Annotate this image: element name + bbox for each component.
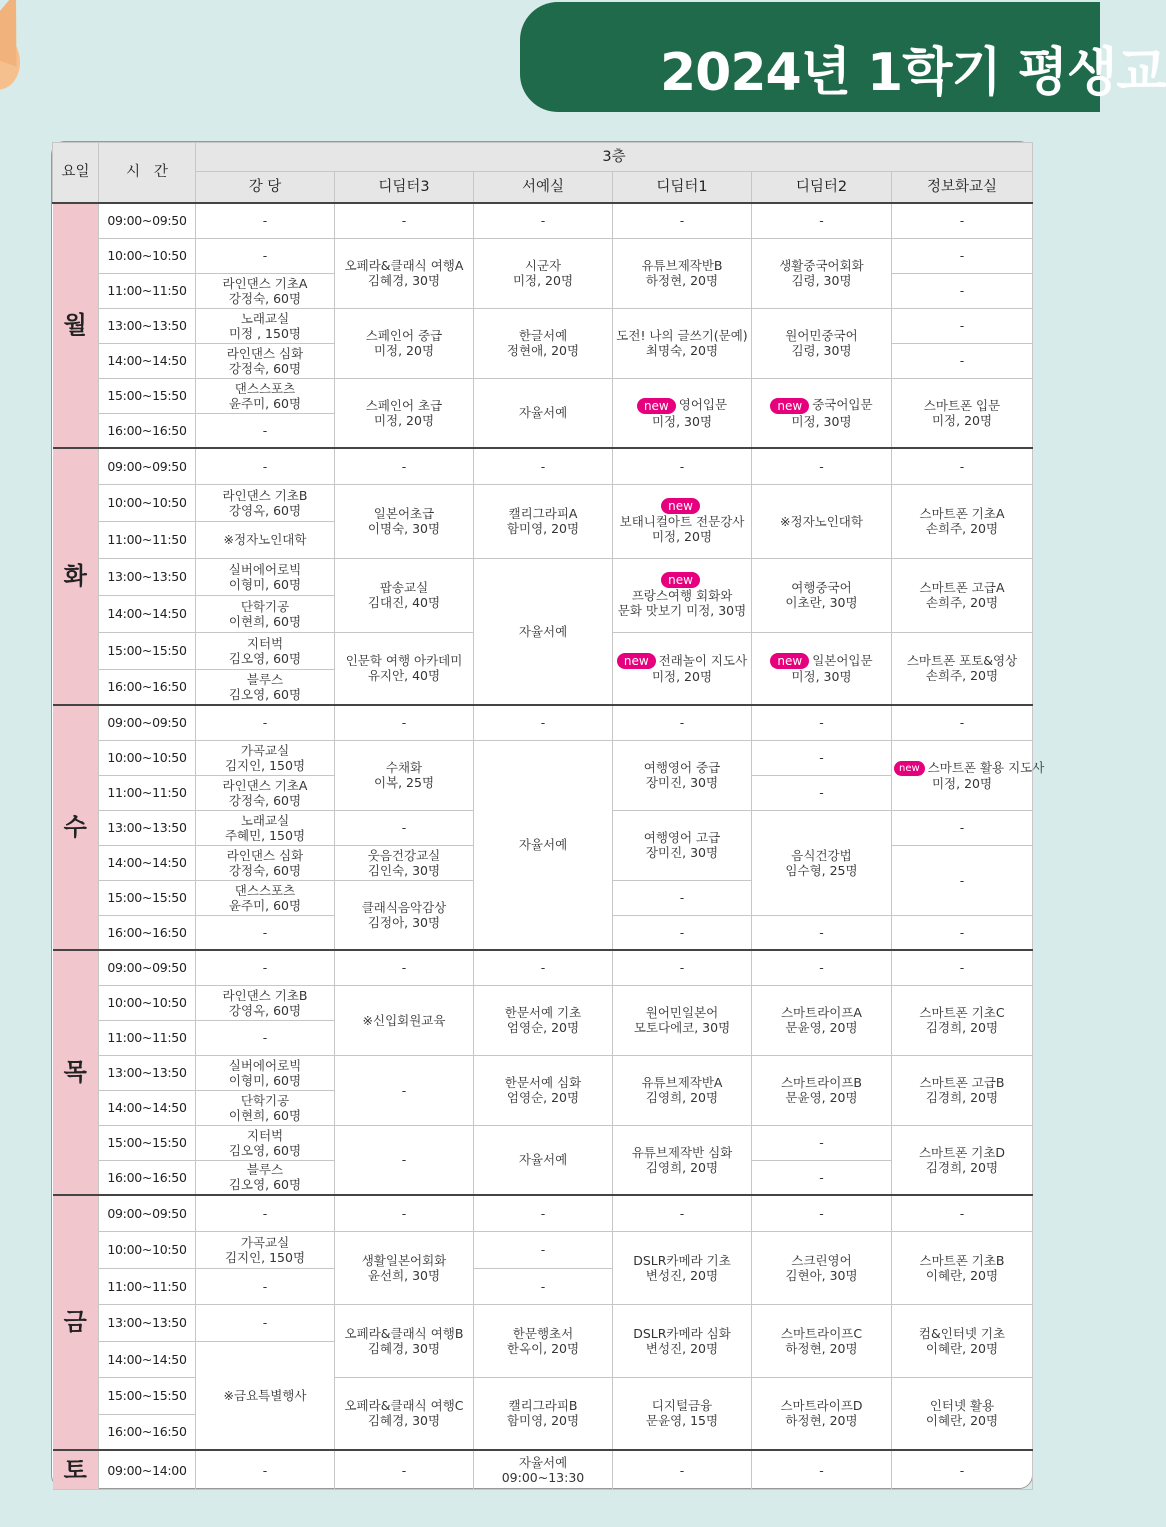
class-cell: 스마트라이프A 문윤영, 20명 (752, 985, 892, 1055)
empty-cell: - (474, 448, 613, 484)
class-cell: 스마트라이프C 하정현, 20명 (752, 1304, 892, 1377)
empty-cell: - (474, 705, 613, 740)
day-label: 월 (53, 203, 99, 448)
class-cell: 자율서예 (474, 1125, 613, 1195)
class-cell: 원어민중국어 김령, 30명 (752, 308, 892, 378)
empty-cell: - (335, 1195, 474, 1231)
empty-cell: - (892, 448, 1033, 484)
empty-cell: - (752, 1125, 892, 1160)
class-cell: 스마트라이프B 문윤영, 20명 (752, 1055, 892, 1125)
empty-cell: - (196, 1304, 335, 1341)
day-label: 목 (53, 950, 99, 1195)
empty-cell: - (892, 845, 1033, 915)
empty-cell: - (892, 203, 1033, 238)
class-cell: 스마트폰 고급A 손희주, 20명 (892, 558, 1033, 632)
time-slot: 11:00~11:50 (99, 521, 196, 558)
class-cell: 스마트폰 기초D 김경희, 20명 (892, 1125, 1033, 1195)
title-banner (520, 2, 1166, 112)
room-header: 강 당 (196, 172, 335, 204)
class-cell: 원어민일본어 모토다에코, 30명 (613, 985, 752, 1055)
empty-cell: - (752, 705, 892, 740)
day-label: 수 (53, 705, 99, 950)
class-cell: ※신입회원교육 (335, 985, 474, 1055)
class-cell: 오페라&클래식 여행C 김혜경, 30명 (335, 1377, 474, 1450)
class-cell: 음식건강법 임수형, 25명 (752, 810, 892, 915)
time-slot: 10:00~10:50 (99, 484, 196, 521)
empty-cell: - (474, 1195, 613, 1231)
class-cell: 생활중국어회화 김령, 30명 (752, 238, 892, 308)
class-cell: 스마트폰 포토&영상 손희주, 20명 (892, 632, 1033, 705)
room-header: 디딤터2 (752, 172, 892, 204)
class-cell: 여행영어 고급 장미진, 30명 (613, 810, 752, 880)
class-cell: 스마트폰 고급B 김경희, 20명 (892, 1055, 1033, 1125)
class-cell: 컴&인터넷 기초 이혜란, 20명 (892, 1304, 1033, 1377)
empty-cell: - (752, 950, 892, 985)
time-slot: 10:00~10:50 (99, 238, 196, 273)
time-slot: 16:00~16:50 (99, 1414, 196, 1450)
empty-cell: - (196, 1020, 335, 1055)
empty-cell: - (892, 705, 1033, 740)
empty-cell: - (474, 203, 613, 238)
time-slot: 13:00~13:50 (99, 1304, 196, 1341)
class-cell: ※정자노인대학 (196, 521, 335, 558)
class-cell: 웃음건강교실 김인숙, 30명 (335, 845, 474, 880)
time-slot: 15:00~15:50 (99, 880, 196, 915)
class-cell: 일본어초급 이명숙, 30명 (335, 484, 474, 558)
empty-cell: - (752, 1450, 892, 1490)
time-slot: 14:00~14:50 (99, 845, 196, 880)
class-cell: new 영어입문 미정, 30명 (613, 378, 752, 448)
class-cell: 단학기공 이현희, 60명 (196, 595, 335, 632)
empty-cell: - (892, 915, 1033, 950)
empty-cell: - (335, 1450, 474, 1490)
time-slot: 09:00~09:50 (99, 1195, 196, 1231)
class-cell: 오페라&클래식 여행A 김혜경, 30명 (335, 238, 474, 308)
decoration-shape (0, 0, 40, 67)
empty-cell: - (335, 448, 474, 484)
class-cell: 캘리그라피B 함미영, 20명 (474, 1377, 613, 1450)
time-slot: 15:00~15:50 (99, 1125, 196, 1160)
time-slot: 13:00~13:50 (99, 810, 196, 845)
class-cell: ※금요특별행사 (196, 1341, 335, 1450)
empty-cell: - (613, 1195, 752, 1231)
empty-cell: - (613, 915, 752, 950)
class-cell: 자율서예 (474, 378, 613, 448)
empty-cell: - (892, 1450, 1033, 1490)
class-cell: new 프랑스여행 회화와 문화 맛보기 미정, 30명 (613, 558, 752, 632)
time-slot: 16:00~16:50 (99, 915, 196, 950)
class-cell: 라인댄스 심화 강정숙, 60명 (196, 343, 335, 378)
empty-cell: - (196, 238, 335, 273)
class-cell: new 보태니컬아트 전문강사 미정, 20명 (613, 484, 752, 558)
time-slot: 14:00~14:50 (99, 1341, 196, 1377)
class-cell: 라인댄스 기초B 강영옥, 60명 (196, 985, 335, 1020)
class-cell: 캘리그라피A 함미영, 20명 (474, 484, 613, 558)
time-slot: 13:00~13:50 (99, 558, 196, 595)
class-cell: new 일본어입문 미정, 30명 (752, 632, 892, 705)
class-cell: 스마트라이프D 하정현, 20명 (752, 1377, 892, 1450)
class-cell: new 중국어입문 미정, 30명 (752, 378, 892, 448)
header-floor: 3층 (196, 143, 1033, 172)
class-cell: 실버에어로빅 이형미, 60명 (196, 1055, 335, 1090)
empty-cell: - (474, 1231, 613, 1268)
time-slot: 14:00~14:50 (99, 595, 196, 632)
empty-cell: - (752, 1160, 892, 1195)
time-slot: 13:00~13:50 (99, 1055, 196, 1090)
time-slot: 16:00~16:50 (99, 413, 196, 448)
class-cell: 인터넷 활용 이혜란, 20명 (892, 1377, 1033, 1450)
class-cell: 단학기공 이현희, 60명 (196, 1090, 335, 1125)
new-badge: new (637, 398, 676, 414)
class-cell: 클래식음악감상 김정아, 30명 (335, 880, 474, 950)
class-cell: 노래교실 미정 , 150명 (196, 308, 335, 343)
empty-cell: - (196, 448, 335, 484)
empty-cell: - (892, 308, 1033, 343)
empty-cell: - (752, 740, 892, 775)
empty-cell: - (892, 273, 1033, 308)
empty-cell: - (752, 1195, 892, 1231)
class-cell: 도전! 나의 글쓰기(문예) 최명숙, 20명 (613, 308, 752, 378)
empty-cell: - (335, 810, 474, 845)
class-cell: 가곡교실 김지인, 150명 (196, 740, 335, 775)
new-badge: new (894, 761, 925, 776)
new-badge: new (661, 498, 700, 514)
class-cell: ※정자노인대학 (752, 484, 892, 558)
empty-cell: - (892, 343, 1033, 378)
empty-cell: - (613, 950, 752, 985)
empty-cell: - (752, 203, 892, 238)
class-cell: 인문학 여행 아카데미 유지안, 40명 (335, 632, 474, 705)
empty-cell: - (196, 1450, 335, 1490)
class-cell: 지터벅 김오영, 60명 (196, 632, 335, 669)
time-slot: 11:00~11:50 (99, 273, 196, 308)
empty-cell: - (196, 915, 335, 950)
class-cell: 노래교실 주혜민, 150명 (196, 810, 335, 845)
header-time: 시 간 (99, 143, 196, 204)
new-badge: new (770, 398, 809, 414)
room-header: 디딤터1 (613, 172, 752, 204)
time-slot: 10:00~10:50 (99, 740, 196, 775)
empty-cell: - (335, 1055, 474, 1125)
time-slot: 10:00~10:50 (99, 985, 196, 1020)
class-cell: 자율서예 (474, 558, 613, 705)
room-header: 서예실 (474, 172, 613, 204)
class-cell: 가곡교실 김지인, 150명 (196, 1231, 335, 1268)
time-slot: 09:00~09:50 (99, 448, 196, 484)
schedule-sheet (51, 141, 1045, 1489)
class-cell: 유튜브제작반B 하정현, 20명 (613, 238, 752, 308)
time-slot: 14:00~14:50 (99, 1090, 196, 1125)
class-cell: 한문행초서 한옥이, 20명 (474, 1304, 613, 1377)
class-cell: 시군자 미정, 20명 (474, 238, 613, 308)
empty-cell: - (196, 203, 335, 238)
class-cell: 한문서예 기초 엄영순, 20명 (474, 985, 613, 1055)
class-cell: 라인댄스 기초B 강영옥, 60명 (196, 484, 335, 521)
class-cell: 블루스 김오영, 60명 (196, 1160, 335, 1195)
time-slot: 15:00~15:50 (99, 378, 196, 413)
class-cell: 한문서예 심화 엄영순, 20명 (474, 1055, 613, 1125)
class-cell: new 스마트폰 활용 지도사 미정, 20명 (892, 740, 1033, 810)
empty-cell: - (196, 1268, 335, 1304)
class-cell: 스페인어 초급 미정, 20명 (335, 378, 474, 448)
empty-cell: - (892, 950, 1033, 985)
class-cell: 블루스 김오영, 60명 (196, 669, 335, 705)
time-slot: 11:00~11:50 (99, 775, 196, 810)
time-slot: 09:00~09:50 (99, 203, 196, 238)
schedule-table (52, 142, 1045, 1490)
empty-cell: - (335, 705, 474, 740)
empty-cell: - (335, 1125, 474, 1195)
class-cell: 스마트폰 기초C 김경희, 20명 (892, 985, 1033, 1055)
time-slot: 11:00~11:50 (99, 1020, 196, 1055)
class-cell: 라인댄스 심화 강정숙, 60명 (196, 845, 335, 880)
day-label: 금 (53, 1195, 99, 1450)
time-slot: 09:00~14:00 (99, 1450, 196, 1490)
empty-cell: - (335, 203, 474, 238)
class-cell: 오페라&클래식 여행B 김혜경, 30명 (335, 1304, 474, 1377)
class-cell: 댄스스포츠 윤주미, 60명 (196, 880, 335, 915)
class-cell: 스마트폰 기초B 이혜란, 20명 (892, 1231, 1033, 1304)
time-slot: 15:00~15:50 (99, 1377, 196, 1414)
class-cell: 여행영어 중급 장미진, 30명 (613, 740, 752, 810)
class-cell: 자율서예 (474, 740, 613, 950)
class-cell: 생활일본어회화 윤선희, 30명 (335, 1231, 474, 1304)
empty-cell: - (613, 448, 752, 484)
page-title: 2024년 1학기 평생교 (660, 43, 1166, 103)
class-cell: 라인댄스 기초A 강정숙, 60명 (196, 775, 335, 810)
class-cell: 유튜브제작반 심화 김영희, 20명 (613, 1125, 752, 1195)
empty-cell: - (892, 810, 1033, 845)
header-day: 요일 (53, 143, 99, 204)
time-slot: 11:00~11:50 (99, 1268, 196, 1304)
empty-cell: - (196, 705, 335, 740)
time-slot: 13:00~13:50 (99, 308, 196, 343)
room-header: 정보화교실 (892, 172, 1033, 204)
class-cell: 댄스스포츠 윤주미, 60명 (196, 378, 335, 413)
time-slot: 09:00~09:50 (99, 950, 196, 985)
class-cell: 자율서예 09:00~13:30 (474, 1450, 613, 1490)
class-cell: 디지털금융 문윤영, 15명 (613, 1377, 752, 1450)
class-cell: 지터벅 김오영, 60명 (196, 1125, 335, 1160)
class-cell: 한글서예 정현애, 20명 (474, 308, 613, 378)
empty-cell: - (335, 950, 474, 985)
class-cell: 실버에어로빅 이형미, 60명 (196, 558, 335, 595)
class-cell: 수채화 이복, 25명 (335, 740, 474, 810)
class-cell: 여행중국어 이초란, 30명 (752, 558, 892, 632)
class-cell: 스크린영어 김현아, 30명 (752, 1231, 892, 1304)
class-cell: DSLR카메라 기초 변성진, 20명 (613, 1231, 752, 1304)
new-badge: new (770, 653, 809, 669)
time-slot: 16:00~16:50 (99, 1160, 196, 1195)
class-cell: 스페인어 중급 미정, 20명 (335, 308, 474, 378)
class-cell: 스마트폰 기초A 손희주, 20명 (892, 484, 1033, 558)
empty-cell: - (613, 705, 752, 740)
empty-cell: - (752, 775, 892, 810)
empty-cell: - (196, 413, 335, 448)
new-badge: new (661, 572, 700, 588)
class-cell: 팝송교실 김대진, 40명 (335, 558, 474, 632)
time-slot: 16:00~16:50 (99, 669, 196, 705)
time-slot: 09:00~09:50 (99, 705, 196, 740)
class-cell: 라인댄스 기초A 강정숙, 60명 (196, 273, 335, 308)
empty-cell: - (196, 950, 335, 985)
empty-cell: - (892, 238, 1033, 273)
day-label: 토 (53, 1450, 99, 1490)
time-slot: 14:00~14:50 (99, 343, 196, 378)
class-cell: DSLR카메라 심화 변성진, 20명 (613, 1304, 752, 1377)
time-slot: 15:00~15:50 (99, 632, 196, 669)
empty-cell: - (613, 880, 752, 915)
empty-cell: - (613, 203, 752, 238)
empty-cell: - (613, 1450, 752, 1490)
time-slot: 10:00~10:50 (99, 1231, 196, 1268)
new-badge: new (617, 653, 656, 669)
room-header: 디딤터3 (335, 172, 474, 204)
empty-cell: - (752, 915, 892, 950)
class-cell: new 전래놀이 지도사 미정, 20명 (613, 632, 752, 705)
empty-cell: - (752, 448, 892, 484)
class-cell: 스마트폰 입문 미정, 20명 (892, 378, 1033, 448)
empty-cell: - (196, 1195, 335, 1231)
empty-cell: - (474, 950, 613, 985)
empty-cell: - (474, 1268, 613, 1304)
empty-cell: - (892, 1195, 1033, 1231)
class-cell: 유튜브제작반A 김영희, 20명 (613, 1055, 752, 1125)
day-label: 화 (53, 448, 99, 705)
